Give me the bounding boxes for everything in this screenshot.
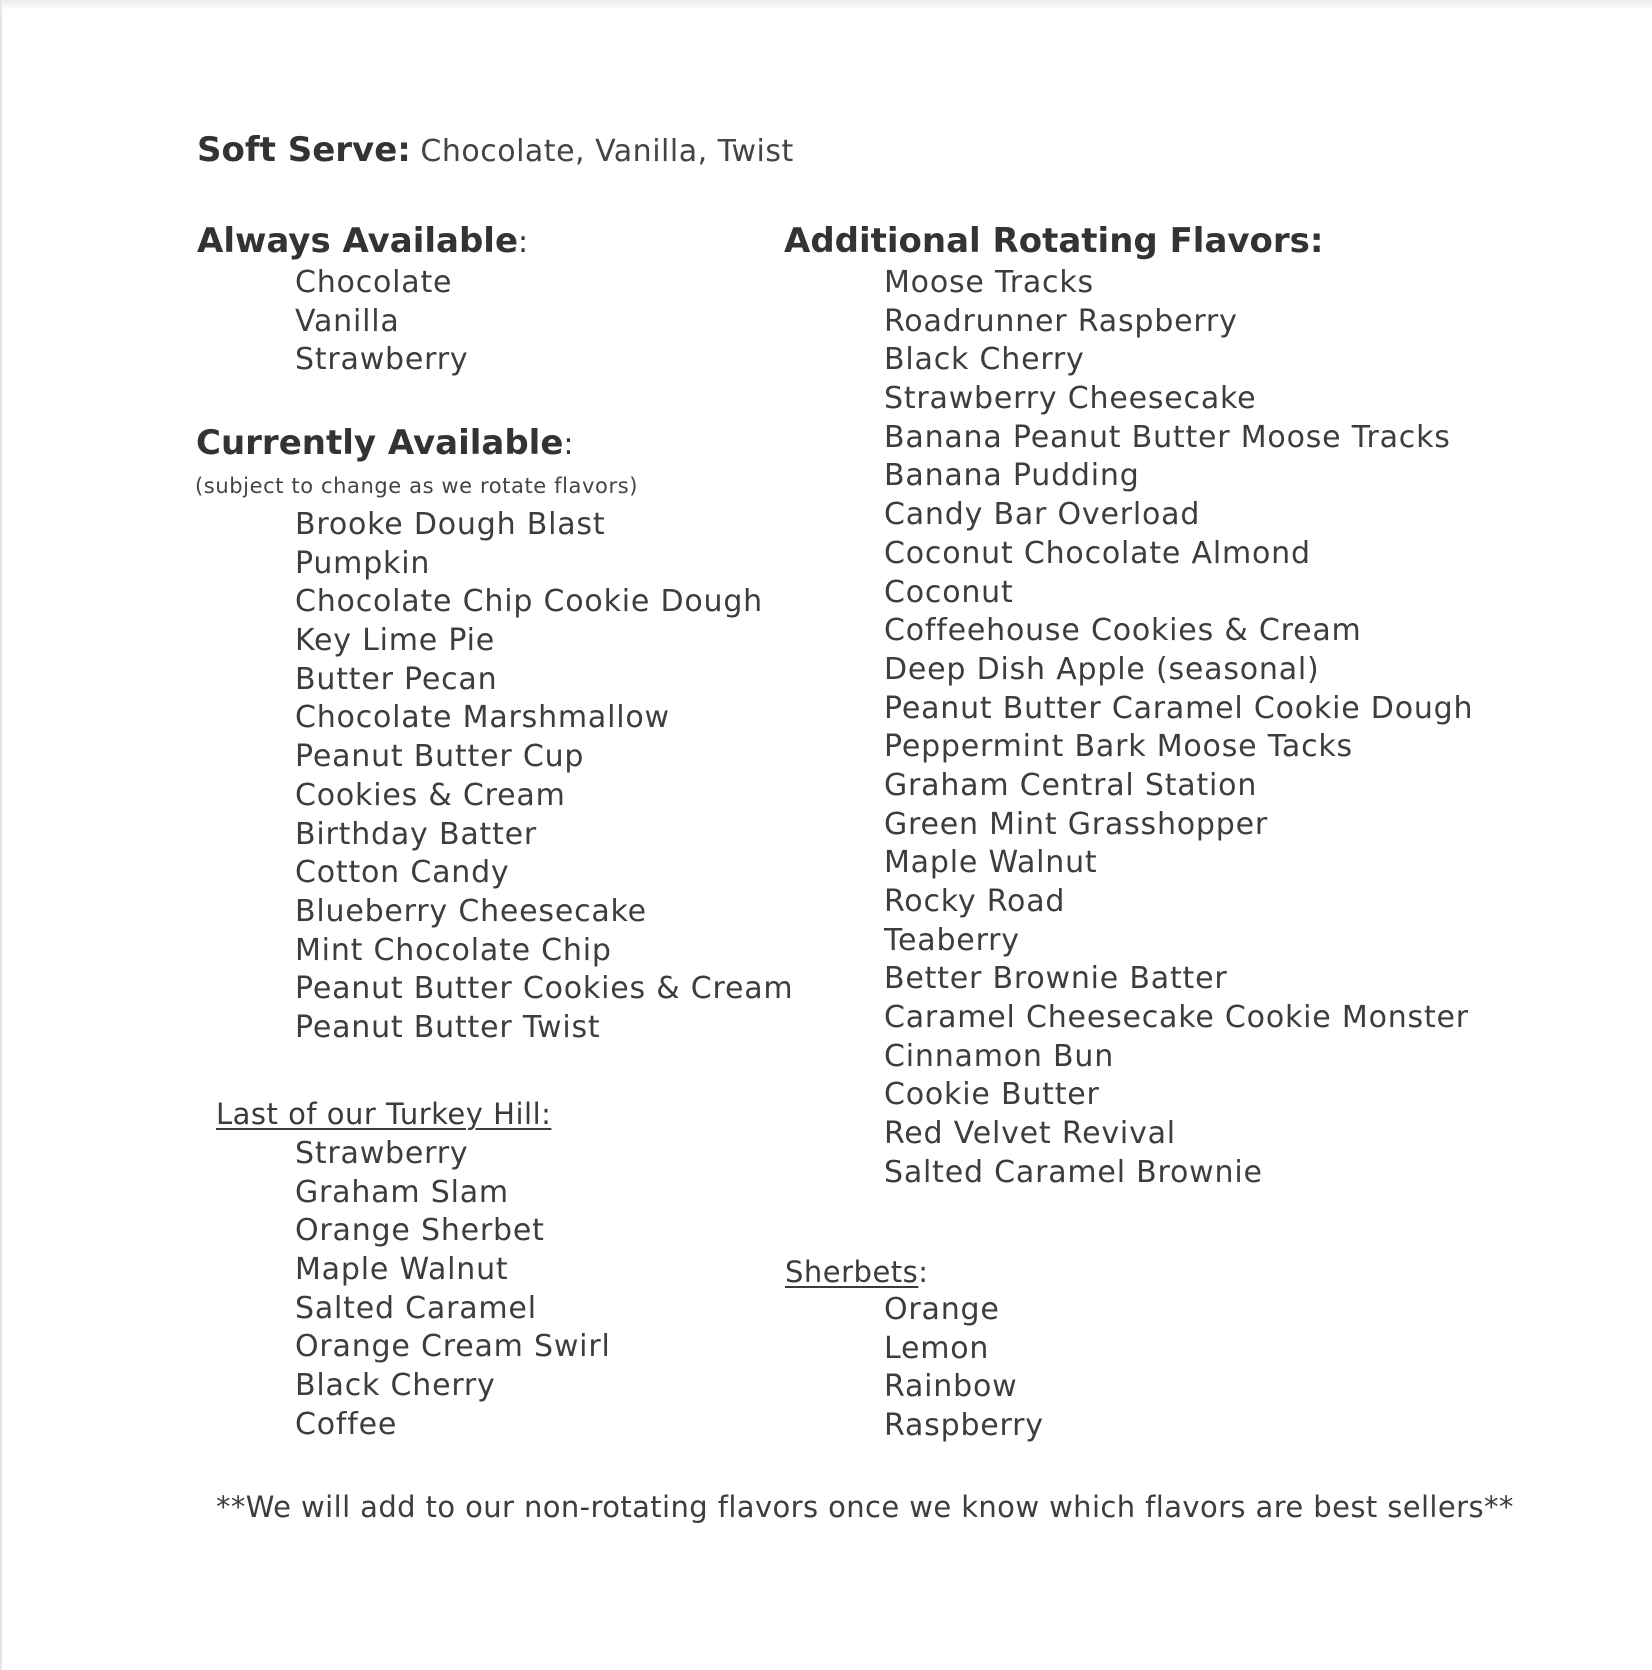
flavor-item: Moose Tracks — [884, 265, 1094, 300]
always-available-title: Always Available — [197, 221, 519, 261]
flavor-item: Black Cherry — [884, 342, 1085, 378]
currently-available-list — [295, 506, 793, 1048]
flavor-item: Raspberry — [884, 1408, 1044, 1444]
flavor-item: Deep Dish Apple (seasonal) — [884, 651, 1320, 687]
flavor-item: Vanilla — [295, 303, 400, 339]
flavor-item: Green Mint Grasshopper — [884, 806, 1268, 842]
currently-available-title: Currently Available — [196, 423, 564, 463]
sherbets-title: Sherbets — [785, 1255, 919, 1289]
flavor-item: Coffeehouse Cookies & Cream — [884, 613, 1362, 649]
flavor-item: Cinnamon Bun — [884, 1038, 1115, 1074]
flavor-item: Chocolate Chip Cookie Dough — [295, 584, 763, 620]
sherbets-heading — [785, 1252, 929, 1292]
flavor-item: Orange Cream Swirl — [295, 1329, 611, 1365]
flavor-item: Salted Caramel — [295, 1290, 537, 1326]
flavor-item: Strawberry — [295, 342, 469, 378]
flavor-item: Orange — [884, 1292, 1000, 1327]
flavor-item: Brooke Dough Blast — [295, 507, 606, 542]
soft-serve-label: Soft Serve: — [197, 130, 411, 170]
turkey-hill-heading — [216, 1094, 551, 1134]
flavor-item: Peppermint Bark Moose Tacks — [884, 729, 1353, 765]
footer-note: **We will add to our non-rotating flavors once we know which flavors are best sellers** — [216, 1490, 1514, 1524]
flavor-item: Teaberry — [884, 922, 1020, 958]
flavor-item: Salted Caramel Brownie — [884, 1154, 1263, 1190]
flavor-item: Graham Slam — [295, 1174, 509, 1210]
flavor-item: Graham Central Station — [884, 767, 1258, 803]
flavor-item: Banana Pudding — [884, 458, 1140, 494]
always-available-list — [295, 264, 468, 380]
flavor-item: Birthday Batter — [295, 816, 538, 852]
soft-serve-value: Chocolate, Vanilla, Twist — [420, 134, 794, 169]
flavor-item: Red Velvet Revival — [884, 1116, 1176, 1152]
flavor-item: Key Lime Pie — [295, 623, 496, 659]
always-available-colon: : — [518, 225, 529, 260]
page-top-edge — [0, 0, 1652, 10]
flavor-item: Black Cherry — [295, 1368, 496, 1404]
flavor-item: Strawberry — [295, 1136, 469, 1171]
flavor-item: Strawberry Cheesecake — [884, 381, 1257, 417]
flavor-item: Maple Walnut — [295, 1252, 509, 1288]
flavor-item: Mint Chocolate Chip — [295, 932, 612, 968]
flavor-item: Coconut Chocolate Almond — [884, 535, 1311, 571]
flavor-item: Pumpkin — [295, 545, 431, 581]
flavor-item: Candy Bar Overload — [884, 497, 1201, 533]
flavor-item: Cookie Butter — [884, 1077, 1100, 1113]
page-left-edge — [0, 0, 2, 1670]
sherbets-colon: : — [918, 1255, 929, 1289]
flavor-item: Cookies & Cream — [295, 777, 566, 813]
flavor-item: Caramel Cheesecake Cookie Monster — [884, 1000, 1469, 1036]
flavor-item: Cotton Candy — [295, 855, 510, 891]
flavor-item: Chocolate Marshmallow — [295, 700, 670, 736]
flavor-item: Blueberry Cheesecake — [295, 893, 647, 929]
flavor-item: Coffee — [295, 1406, 398, 1442]
flavor-item: Better Brownie Batter — [884, 961, 1228, 997]
rotating-flavors-list — [884, 264, 1473, 1193]
flavor-item: Chocolate — [295, 265, 453, 300]
always-available-heading — [197, 217, 528, 267]
flavor-item: Peanut Butter Cookies & Cream — [295, 971, 794, 1007]
flavor-item: Roadrunner Raspberry — [884, 303, 1238, 339]
flavor-item: Banana Peanut Butter Moose Tracks — [884, 419, 1451, 455]
currently-available-colon: : — [563, 427, 574, 462]
flavor-item: Orange Sherbet — [295, 1213, 545, 1249]
flavor-item: Lemon — [884, 1330, 990, 1366]
flavor-item: Rainbow — [884, 1369, 1018, 1405]
flavor-item: Peanut Butter Twist — [295, 1009, 601, 1045]
flavor-item: Coconut — [884, 574, 1014, 610]
currently-available-note: (subject to change as we rotate flavors) — [195, 474, 639, 498]
soft-serve-line — [197, 126, 794, 176]
turkey-hill-list — [295, 1135, 611, 1445]
sherbets-list — [884, 1291, 1044, 1446]
flavor-item: Maple Walnut — [884, 845, 1098, 881]
flavor-item: Butter Pecan — [295, 661, 498, 697]
turkey-hill-title: Last of our Turkey Hill: — [216, 1097, 552, 1131]
flavor-item: Rocky Road — [884, 884, 1066, 919]
flavor-item: Peanut Butter Cup — [295, 739, 585, 775]
flavor-item: Peanut Butter Caramel Cookie Dough — [884, 690, 1474, 726]
currently-available-heading — [196, 419, 574, 469]
rotating-flavors-heading: Additional Rotating Flavors: — [784, 221, 1324, 261]
